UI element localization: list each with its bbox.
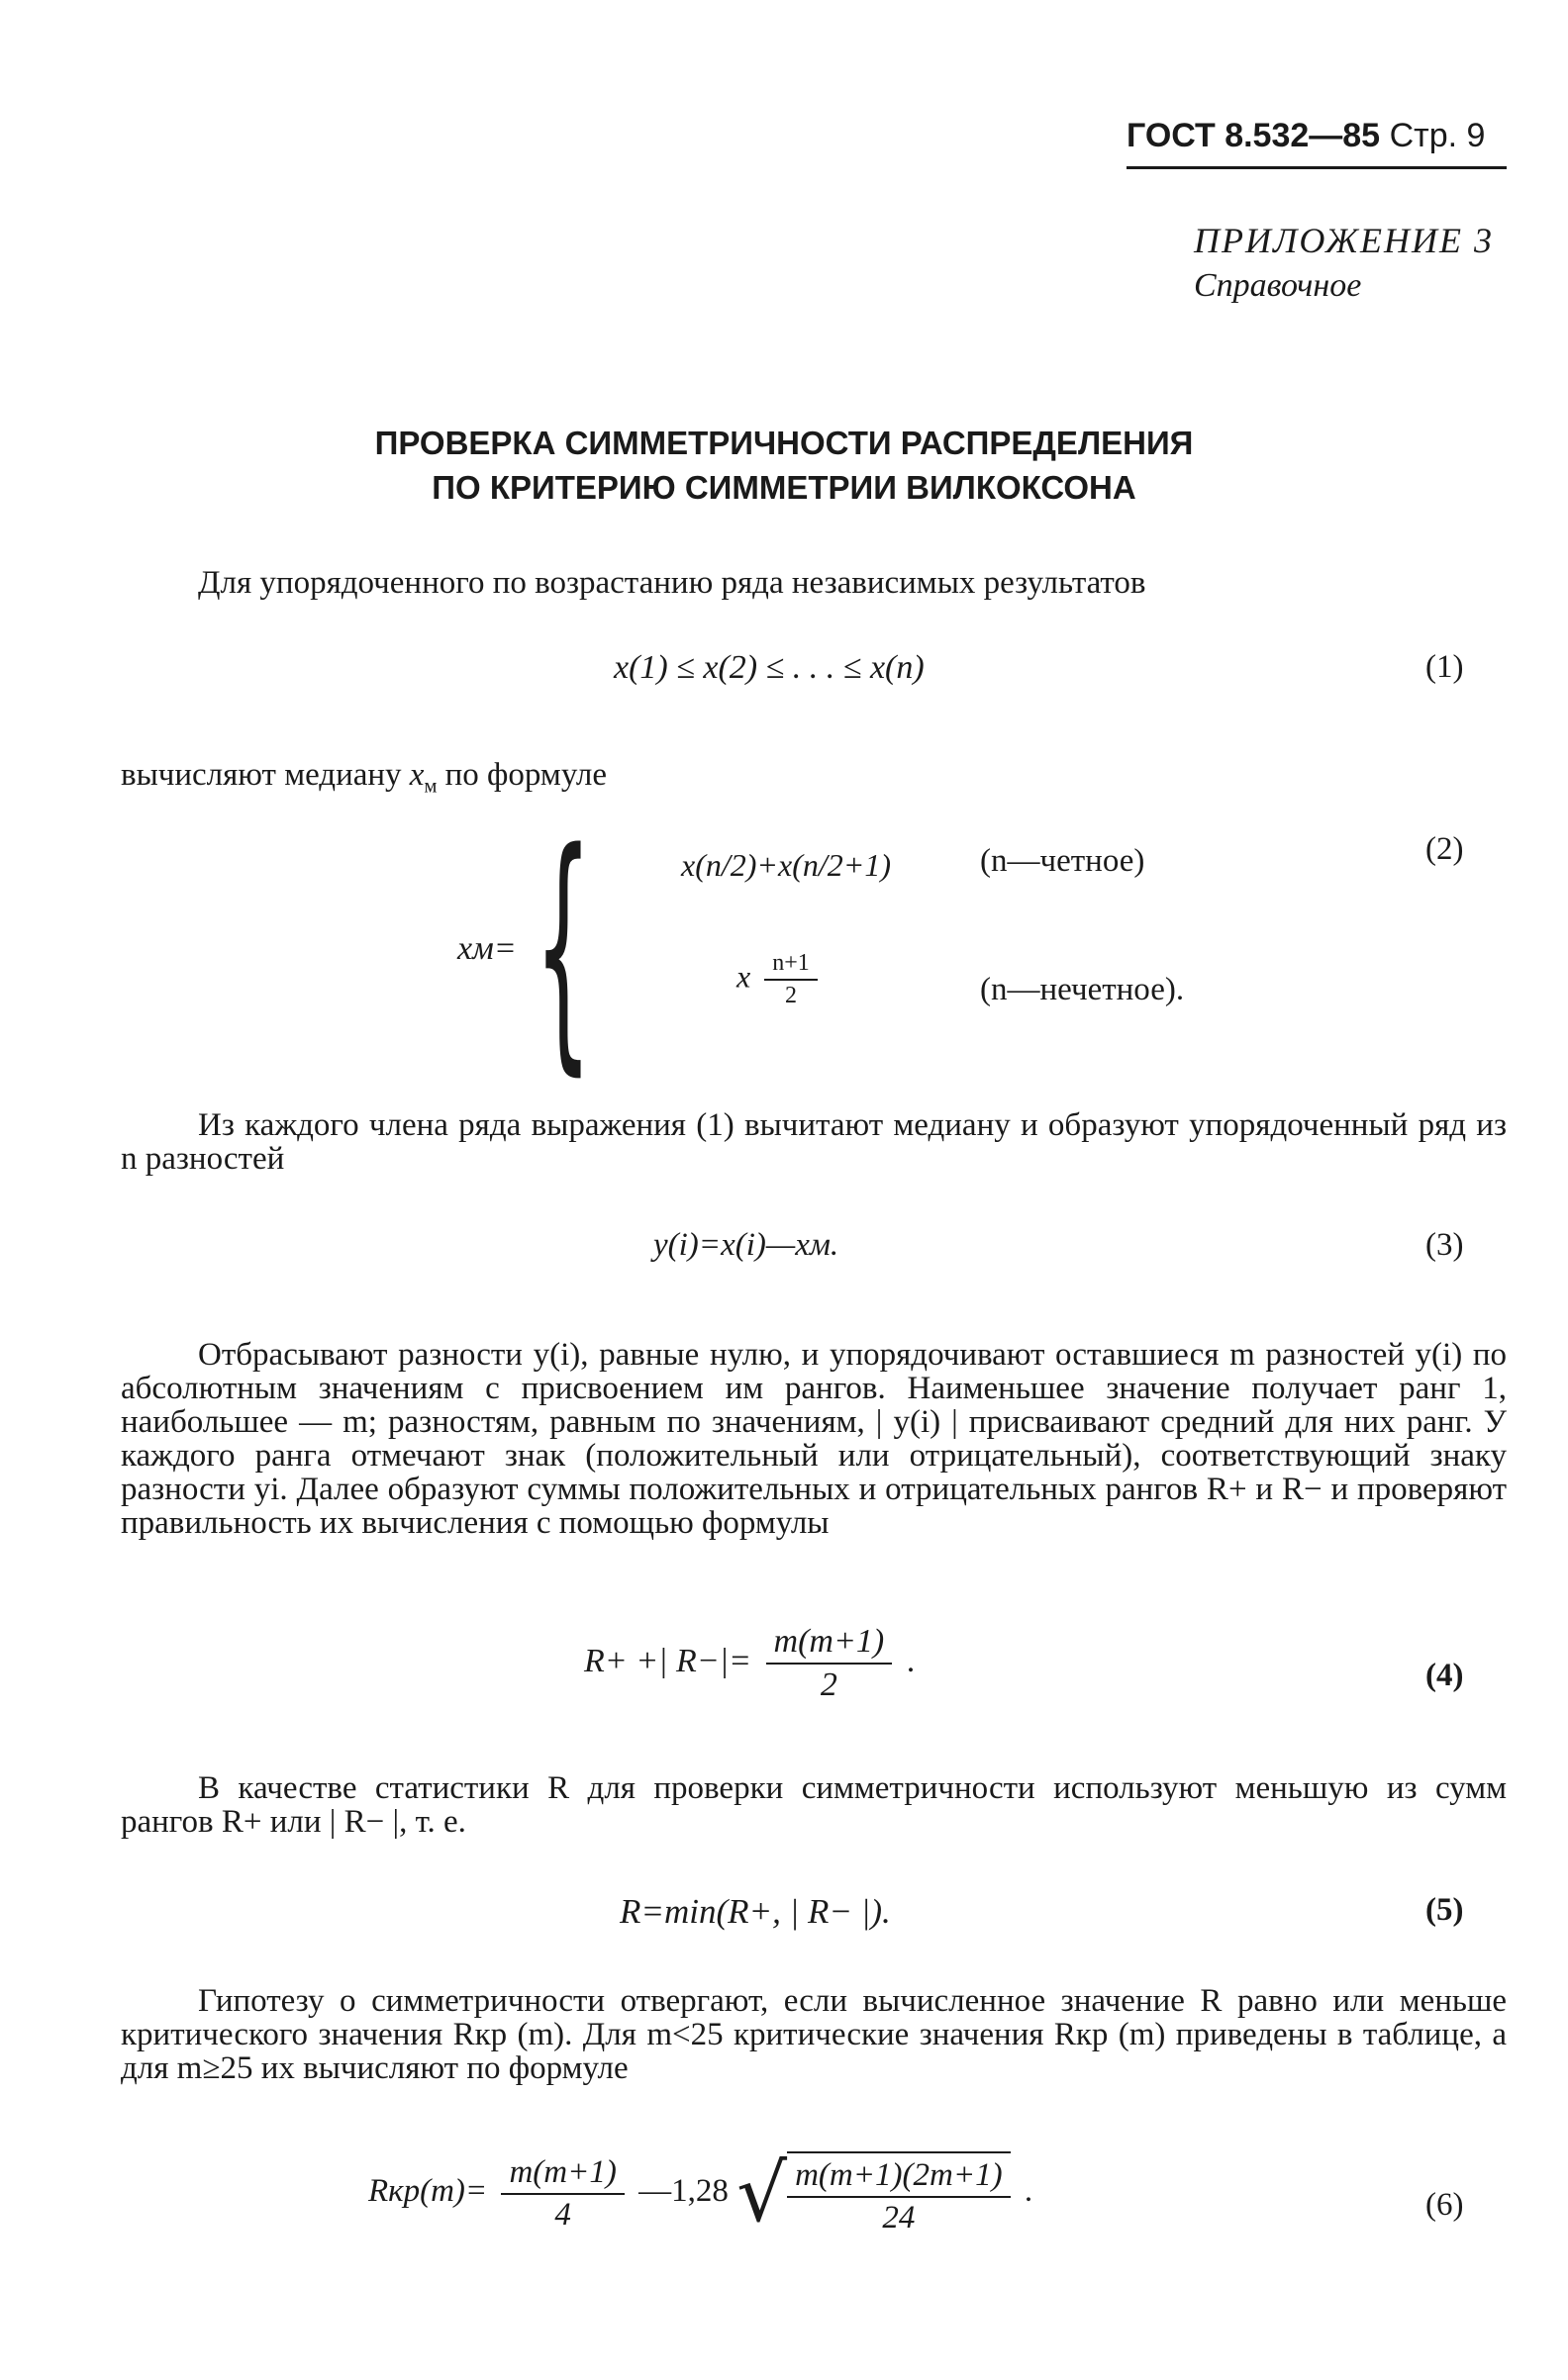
equation-6-tail: . (1024, 2173, 1033, 2210)
header-rule (1127, 166, 1507, 169)
equation-6-number: (6) (1425, 2187, 1464, 2223)
median-subscript: м (424, 775, 438, 798)
intro-paragraph (121, 566, 1507, 600)
equation-2-case-2-numerator: n+1 (764, 950, 818, 981)
page-header (1127, 117, 1485, 155)
heading-line-1: ПРОВЕРКА СИММЕТРИЧНОСТИ РАСПРЕДЕЛЕНИЯ (374, 425, 1194, 461)
equation-4-numerator: m(m+1) (766, 1623, 893, 1665)
standard-number: ГОСТ 8.532—85 (1127, 117, 1381, 154)
intro-text: Для упорядоченного по возрастанию ряда независимых результатов (198, 565, 1146, 601)
equation-3-number: (3) (1425, 1227, 1464, 1263)
median-intro-text: вычисляют медиану (121, 757, 402, 793)
equation-6-fraction-1 (501, 2154, 624, 2234)
page-number: Стр. 9 (1389, 117, 1486, 154)
equation-2-case-1: x(n/2)+x(n/2+1) (681, 847, 891, 883)
hypothesis-paragraph (121, 1984, 1507, 2085)
equation-2-number: (2) (1425, 831, 1464, 867)
appendix-title: ПРИЛОЖЕНИЕ 3 (1194, 221, 1494, 260)
equation-5-number: (5) (1425, 1892, 1464, 1928)
equation-3: y(i)=x(i)—xм. (653, 1227, 839, 1263)
ranking-text: Отбрасывают разности y(i), равные нулю, и упорядочивают оставшиеся m разностей y(i) по абсолютным значениям с присвоением им рангов. Наименьшее значение получает ранг 1, наибольшее — m; разностям, равным по значениям, | y(i) | присваивают средний для них ранг. У каждого ранга отмечают знак (положительный или отрицательный), соответствующий знаку разности yi. Далее образуют суммы положительных и отрицательных рангов R+ и R− и проверяют правильность их вычисления с помощью формулы (121, 1337, 1507, 1541)
statistic-paragraph (121, 1771, 1507, 1839)
equation-6-lhs: Rкр(m)= (368, 2173, 488, 2210)
median-intro (121, 757, 607, 799)
appendix-type: Справочное (1194, 267, 1362, 304)
equation-2-case-2 (736, 950, 824, 1009)
equation-1-number: (1) (1425, 649, 1464, 685)
equation-6-sqrt (736, 2147, 1016, 2239)
equation-2-condition-1: (n—четное) (980, 843, 1145, 879)
equation-6-fraction-2 (787, 2151, 1011, 2237)
equation-2-brace: { (535, 799, 592, 1097)
equation-2-condition-2: (n—нечетное). (980, 972, 1185, 1007)
equation-4-denominator: 2 (820, 1666, 837, 1703)
statistic-text: В качестве статистики R для проверки симметричности используют меньшую из сумм рангов R+ или | R− |, т. е. (121, 1770, 1507, 1840)
equation-6-numerator-2: m(m+1)(2m+1) (787, 2157, 1011, 2198)
differences-text: Из каждого члена ряда выражения (1) вычитают медиану и образуют упорядоченный ряд из n разностей (121, 1107, 1507, 1177)
equation-4-fraction (766, 1623, 893, 1704)
equation-4 (584, 1623, 915, 1704)
equation-6-denominator-2: 24 (882, 2199, 916, 2236)
equation-4-lhs: R+ +| R−|= (584, 1642, 752, 1679)
equation-4-tail: . (906, 1642, 916, 1679)
sqrt-sign-icon: √ (736, 2147, 788, 2239)
equation-6-coefficient: —1,28 (638, 2173, 729, 2210)
equation-5: R=min(R+, | R− |). (620, 1892, 891, 1931)
equation-1: x(1) ≤ x(2) ≤ . . . ≤ x(n) (614, 649, 925, 686)
differences-paragraph (121, 1108, 1507, 1176)
equation-6-denominator-1: 4 (554, 2196, 571, 2233)
hypothesis-text: Гипотезу о симметричности отвергают, если вычисленное значение R равно или меньше критического значения Rкр (m). Для m<25 критические значения Rкр (m) приведены в таблице, а для m≥25 их вычисляют по формуле (121, 1983, 1507, 2086)
equation-2-lhs: xм= (457, 930, 517, 967)
median-variable: x (409, 757, 425, 793)
section-heading (0, 421, 1568, 510)
heading-line-2: ПО КРИТЕРИЮ СИММЕТРИИ ВИЛКОКСОНА (432, 469, 1136, 506)
equation-2-case-2-denominator: 2 (784, 983, 797, 1008)
ranking-paragraph (121, 1338, 1507, 1540)
median-intro-tail: по формуле (444, 757, 607, 793)
equation-6-numerator-1: m(m+1) (501, 2154, 624, 2195)
equation-2-case-2-fraction (764, 950, 818, 1009)
equation-4-number: (4) (1425, 1658, 1464, 1693)
equation-6 (368, 2147, 1032, 2239)
equation-2-case-2-var: x (736, 958, 751, 995)
